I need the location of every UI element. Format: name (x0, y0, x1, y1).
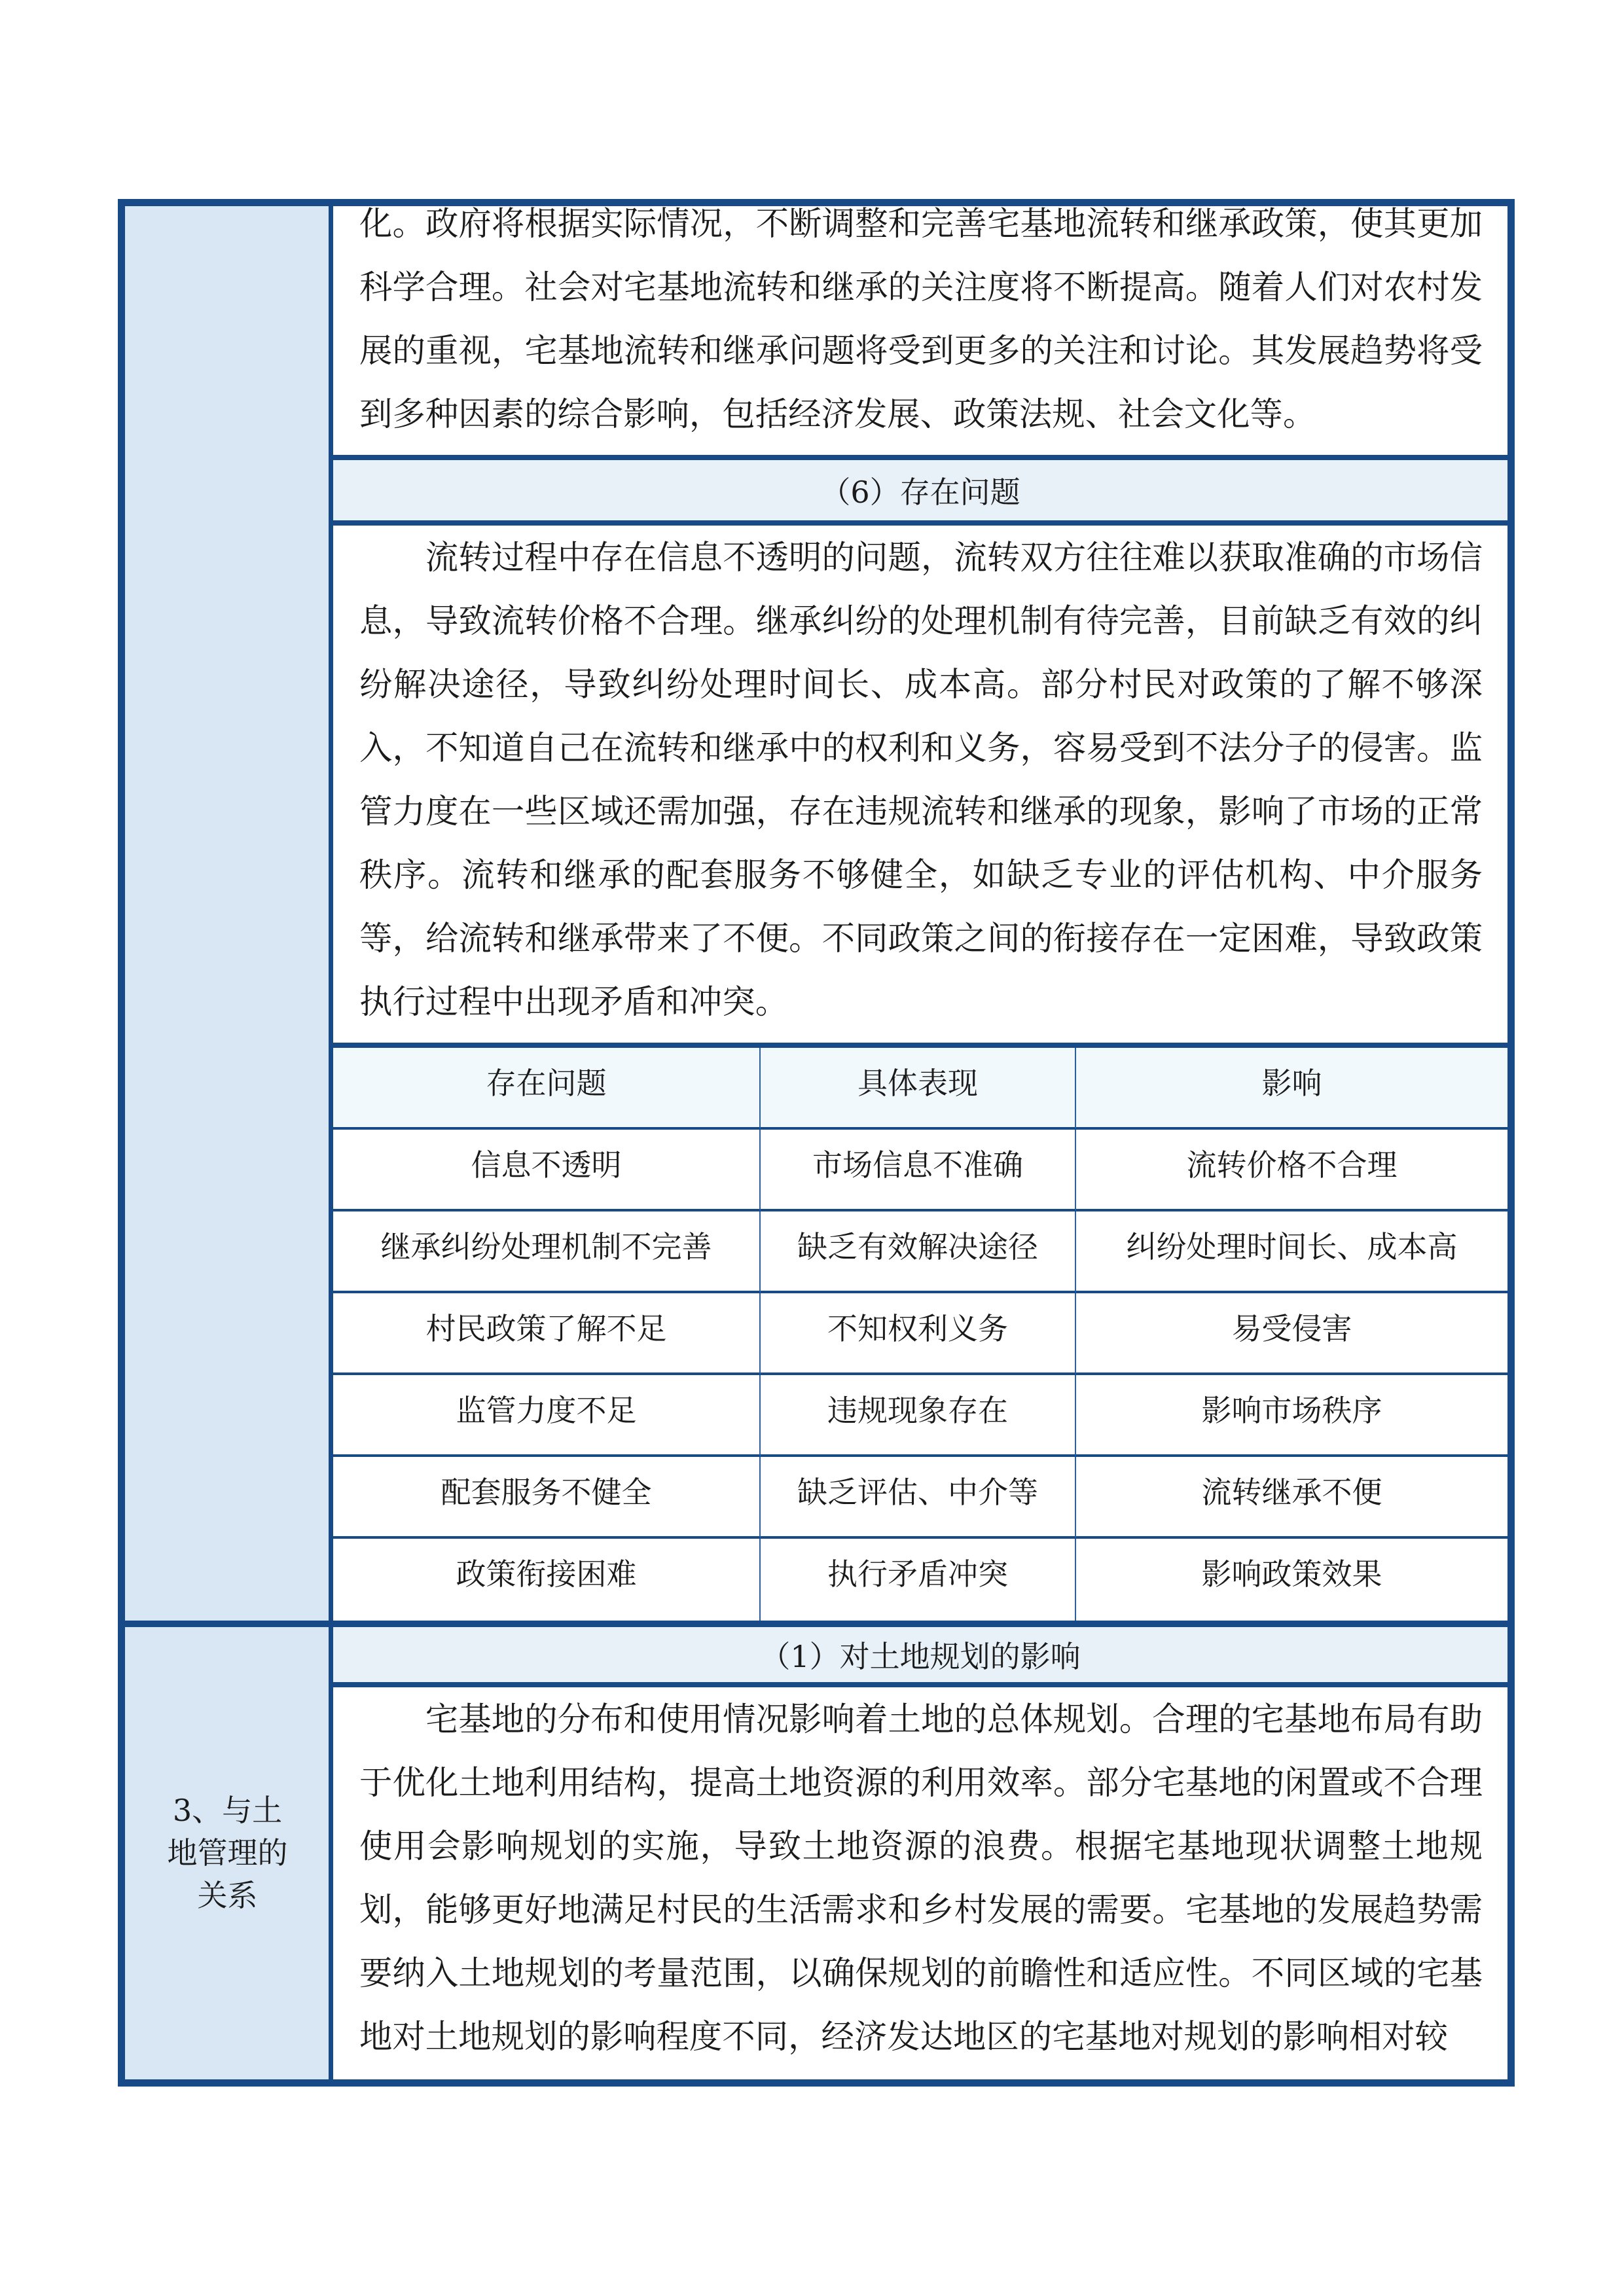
table-header-cell: 影响 (1076, 1048, 1507, 1130)
table-header-cell: 具体表现 (761, 1048, 1076, 1130)
side-cell-empty (125, 206, 330, 1623)
table-cell: 流转继承不便 (1076, 1457, 1507, 1539)
table-cell: 易受侵害 (1076, 1293, 1507, 1375)
divider (333, 1682, 1507, 1687)
issues-text: 流转过程中存在信息不透明的问题，流转双方往往难以获取准确的市场信息，导致流转价格不合理。继承纠纷的处理机制有待完善，目前缺乏有效的纠纷解决途径，导致纠纷处理时间长、成本高。部分村民对政策的了解不够深入，不知道自己在流转和继承中的权利和义务，容易受到不法分子的侵害。监管力度在一些区域还需加强，存在违规流转和继承的现象，影响了市场的正常秩序。流转和继承的配套服务不够健全，如缺乏专业的评估机构、中介服务等，给流转和继承带来了不便。不同政策之间的衔接存在一定困难，导致政策执行过程中出现矛盾和冲突。 (359, 538, 1483, 1021)
table-cell: 村民政策了解不足 (333, 1293, 761, 1375)
table-cell: 流转价格不合理 (1076, 1130, 1507, 1211)
divider (333, 1043, 1507, 1048)
issues-table (333, 1048, 1507, 1621)
land-planning-paragraph (333, 1687, 1507, 2079)
table-cell: 影响政策效果 (1201, 1556, 1382, 1592)
continuation-text: 化。政府将根据实际情况，不断调整和完善宅基地流转和继承政策，使其更加科学合理。社会对宅基地流转和继承的关注度将不断提高。随着人们对农村发展的重视，宅基地流转和继承问题将受到更多的关注和讨论。其发展趋势将受到多种因素的综合影响，包括经济发展、政策法规、社会文化等。 (359, 204, 1483, 433)
table-cell: 违规现象存在 (761, 1375, 1076, 1457)
issues-paragraph (333, 526, 1507, 1043)
continuation-paragraph (333, 192, 1507, 455)
section-heading-land-planning (333, 1627, 1507, 1682)
table-cell: 缺乏有效解决途径 (761, 1211, 1076, 1293)
table-header-cell: 存在问题 (333, 1048, 761, 1130)
table-cell: 纠纷处理时间长、成本高 (1076, 1211, 1507, 1293)
divider (333, 455, 1507, 460)
section-heading-issues (333, 460, 1507, 520)
table-cell: 执行矛盾冲突 (761, 1539, 1076, 1621)
table-cell: 配套服务不健全 (333, 1457, 761, 1539)
table-cell: 缺乏评估、中介等 (761, 1457, 1076, 1539)
table-cell: 政策衔接困难 (333, 1539, 761, 1621)
table-cell: 影响市场秩序 (1076, 1375, 1507, 1457)
table-cell: 继承纠纷处理机制不完善 (333, 1211, 761, 1293)
table-cell: 信息不透明 (333, 1130, 761, 1211)
section-subheading-text: （1）对土地规划的影响 (760, 1639, 1081, 1674)
side-label: 3、与土地管理的关系 (167, 1793, 288, 1913)
table-cell: 不知权利义务 (761, 1293, 1076, 1375)
divider (118, 1621, 1515, 1627)
land-planning-text: 宅基地的分布和使用情况影响着土地的总体规划。合理的宅基地布局有助于优化土地利用结构，提高土地资源的利用效率。部分宅基地的闲置或不合理使用会影响规划的实施，导致土地资源的浪费。根据宅基地现状调整土地规划，能够更好地满足村民的生活需求和乡村发展的需要。宅基地的发展趋势需要纳入土地规划的考量范围，以确保规划的前瞻性和适应性。不同区域的宅基地对土地规划的影响程度不同，经济发达地区的宅基地对规划的影响相对较 (359, 1700, 1483, 2056)
divider (333, 520, 1507, 526)
table-cell: 市场信息不准确 (761, 1130, 1076, 1211)
table-cell: 监管力度不足 (333, 1375, 761, 1457)
side-cell-land-management (125, 1627, 330, 2079)
column-divider (329, 206, 333, 2079)
section-heading-text: （6）存在问题 (820, 475, 1020, 510)
